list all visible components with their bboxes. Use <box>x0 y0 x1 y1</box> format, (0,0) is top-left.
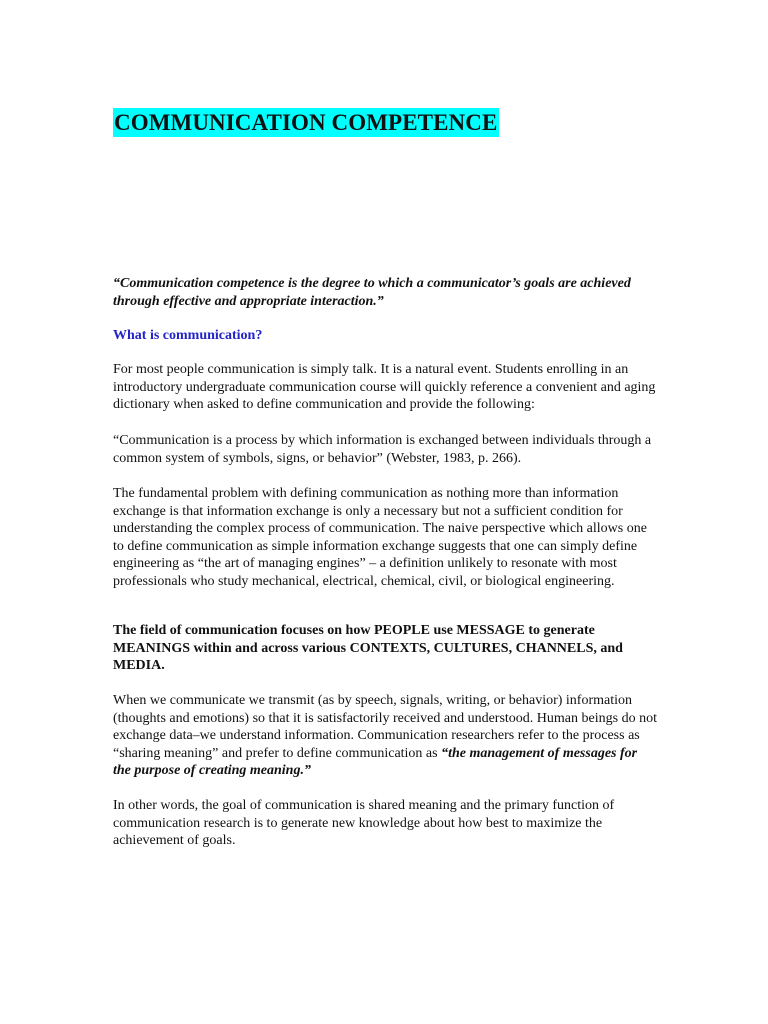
paragraph-field-focus: The field of communication focuses on how PEOPLE use MESSAGE to generate MEANINGS within and across various CONTEXTS, CULTURES, CHANNELS, and MEDIA. <box>113 623 623 673</box>
paragraph-sharing-meaning <box>113 692 658 780</box>
paragraph-intro: For most people communication is simply talk. It is a natural event. Students enrolling in an introductory undergraduate communication course will quickly reference a convenient and aging dictionary when asked to define communication and provide the following: <box>113 362 656 412</box>
definition-quote: “Communication competence is the degree to which a communicator’s goals are achieved through effective and appropriate interaction.” <box>113 276 631 309</box>
section-heading: What is communication? <box>113 328 263 343</box>
paragraph-conclusion: In other words, the goal of communication is shared meaning and the primary function of communication research is to generate new knowledge about how best to maximize the achievement of goals. <box>113 798 615 848</box>
paragraph-dictionary-definition: “Communication is a process by which information is exchanged between individuals through a common system of symbols, signs, or behavior” (Webster, 1983, p. 266). <box>113 433 652 466</box>
paragraph-sharing-meaning-emphasis: “the management of messages for the purpose of creating meaning.” <box>113 745 638 778</box>
paragraph-problem: The fundamental problem with defining communication as nothing more than information exchange is that information exchange is only a necessary but not a sufficient condition for understanding the complex process of communication. The naive perspective which allows one to define communication as simple information exchange suggests that one can simply define engineering as “the art of managing engines” – a definition unlikely to resonate with most professionals who study mechanical, electrical, chemical, civil, or biological engineering. <box>113 486 647 589</box>
paragraph-sharing-meaning-text: When we communicate we transmit (as by speech, signals, writing, or behavior) information (thoughts and emotions) so that it is satisfactorily received and understood. Human beings do not exchange data–we understand information. Communication researchers refer to the process as “sharing meaning” and prefer to define communication as <box>113 693 657 761</box>
document-title: COMMUNICATION COMPETENCE <box>114 110 498 135</box>
